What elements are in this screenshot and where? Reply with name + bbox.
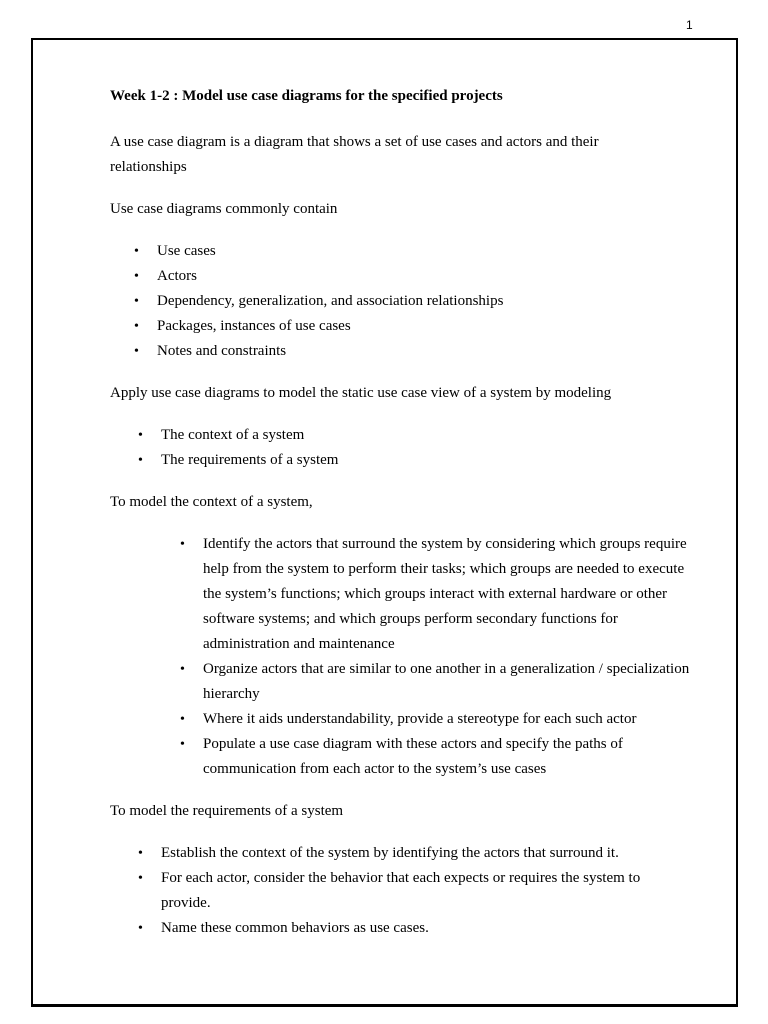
list-item: • For each actor, consider the behavior that each expects or requires the system to provide. [161,866,681,916]
list-item: • Where it aids understandability, provide a stereotype for each such actor [203,707,703,732]
list-item: • Use cases [157,239,710,264]
apply-list [161,423,710,473]
contains-list [157,239,710,364]
context-heading: To model the context of a system, [110,494,313,510]
list-item: • Dependency, generalization, and association relationships [157,289,710,314]
list-item: • Packages, instances of use cases [157,314,710,339]
list-item: • Identify the actors that surround the system by considering which groups require help from the system to perform their tasks; which groups are needed to execute the system’s functions; which groups interact with external hardware or other software systems; and which groups perform secondary functions for administration and maintenance [203,532,703,657]
list-item: • Notes and constraints [157,339,710,364]
contains-heading: Use case diagrams commonly contain [110,201,338,217]
requirements-heading: To model the requirements of a system [110,803,344,819]
apply-heading: Apply use case diagrams to model the static use case view of a system by modeling [110,385,612,401]
list-item: • Organize actors that are similar to one another in a generalization / specialization hierarchy [203,657,703,707]
document-body [110,86,710,941]
intro-paragraph: A use case diagram is a diagram that shows a set of use cases and actors and their relationships [110,134,599,175]
list-item: • The context of a system [161,423,710,448]
list-item: • Actors [157,264,710,289]
context-list [203,532,703,782]
list-item: • The requirements of a system [161,448,710,473]
requirements-list [161,841,681,941]
page-border-bottom-rule [31,1006,738,1007]
list-item: • Populate a use case diagram with these actors and specify the paths of communication from each actor to the system’s use cases [203,732,703,782]
list-item: • Establish the context of the system by identifying the actors that surround it. [161,841,681,866]
page-title: Week 1-2 : Model use case diagrams for the specified projects [110,88,503,104]
list-item: • Name these common behaviors as use cases. [161,916,681,941]
page-number: 1 [686,18,693,32]
